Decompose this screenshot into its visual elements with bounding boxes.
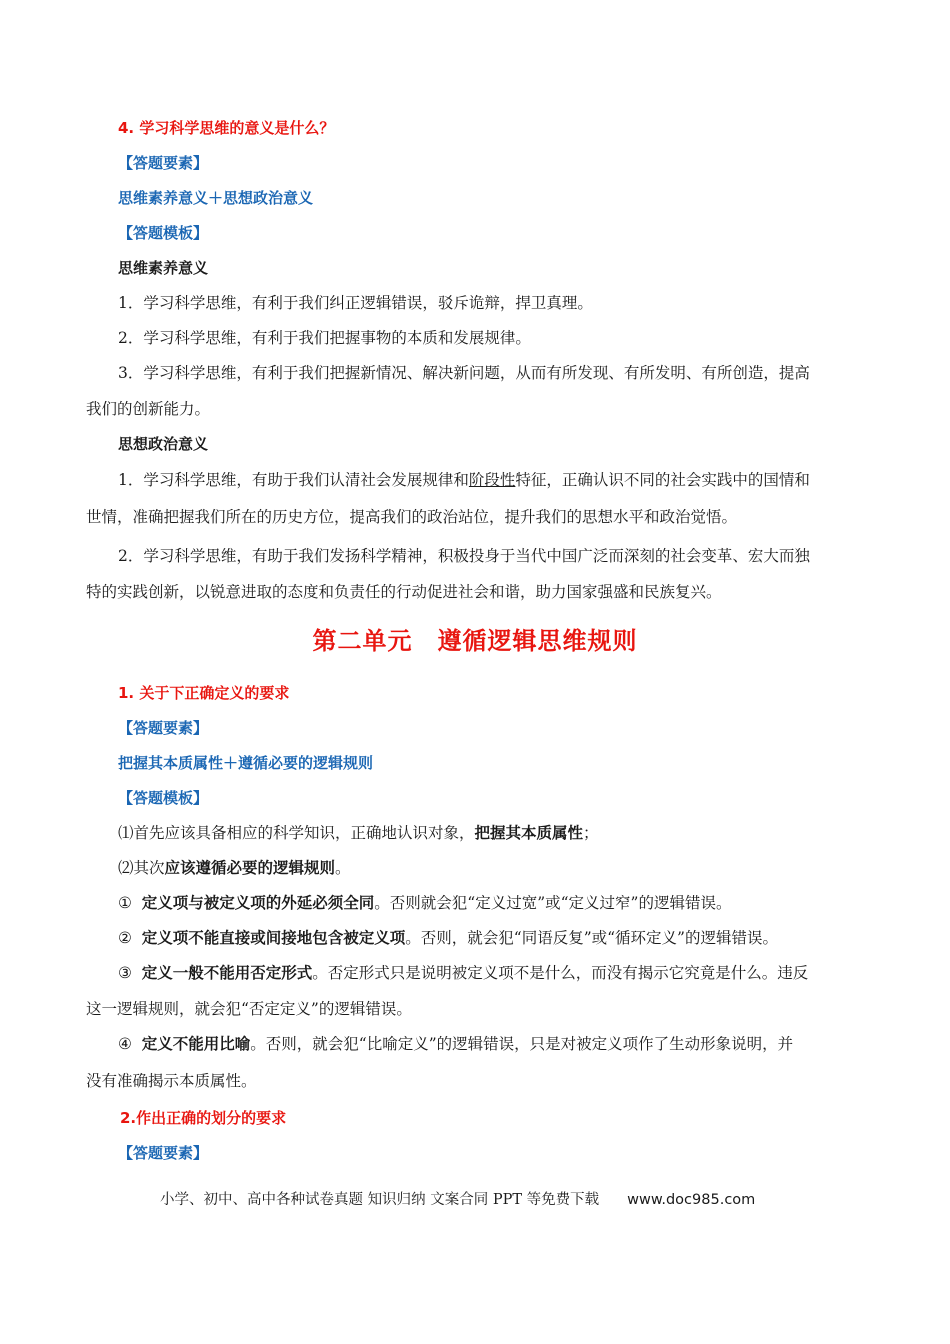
question-4-title: 4. 学习科学思维的意义是什么？ (118, 119, 335, 137)
text: 。否定形式只是说明被定义项不是什么，而没有揭示它究竟是什么。违反 (312, 964, 809, 982)
answer-elements-label: 【答题要素】 (118, 1144, 209, 1162)
paragraph-continued: 世情，准确把握我们所在的历史方位，提高我们的政治站位，提升我们的思想水平和政治觉悟。 (86, 508, 738, 526)
paragraph: 1．学习科学思维，有利于我们纠正逻辑错误，驳斥诡辩，捍卫真理。 (118, 294, 593, 312)
bold-text: 应该遵循必要的逻辑规则 (164, 858, 336, 877)
paragraph-continued: 特的实践创新，以锐意进取的态度和负责任的行动促进社会和谐，助力国家强盛和民族复兴。 (86, 583, 722, 601)
paragraph: 3．学习科学思维，有利于我们把握新情况、解决新问题，从而有所发现、有所发明、有所创造，提高 (118, 364, 810, 382)
answer-elements-label: 【答题要素】 (118, 154, 209, 172)
answer-elements: 把握其本质属性＋遵循必要的逻辑规则 (118, 754, 374, 772)
bold-text: 定义不能用比喻 (141, 1034, 251, 1053)
subheading-political: 思想政治意义 (118, 435, 209, 453)
footer-site-link[interactable]: www.doc985.com (627, 1192, 756, 1208)
text: ⑴首先应该具备相应的科学知识，正确地认识对象， (118, 824, 475, 842)
answer-template-label: 【答题模板】 (118, 789, 209, 807)
question-u2-1-title: 1. 关于下正确定义的要求 (118, 684, 290, 702)
paragraph: 2．学习科学思维，有助于我们发扬科学精神，积极投身于当代中国广泛而深刻的社会变革、宏大而独 (118, 547, 810, 565)
paragraph-continued: 我们的创新能力。 (86, 400, 211, 418)
text: 。否则，就会犯“比喻定义”的逻辑错误，只是对被定义项作了生动形象说明，并 (250, 1035, 794, 1053)
rule-item (118, 1033, 868, 1055)
page-footer (160, 1190, 755, 1210)
subheading-thinking: 思维素养意义 (118, 259, 209, 277)
text: 。否则就会犯“定义过宽”或“定义过窄”的逻辑错误。 (374, 894, 732, 912)
text: 。 (335, 859, 351, 877)
text: 特征，正确认识不同的社会实践中的国情和 (515, 471, 810, 489)
answer-template-label: 【答题模板】 (118, 224, 209, 242)
paragraph (118, 857, 868, 879)
rule-item (118, 892, 868, 914)
bold-text: 定义项不能直接或间接地包含被定义项 (141, 928, 406, 947)
rule-item (118, 962, 868, 984)
rule-number: ① (118, 894, 132, 912)
text: ； (583, 824, 599, 842)
bold-text: 把握其本质属性 (474, 823, 584, 842)
rule-item-continued: 这一逻辑规则，就会犯“否定定义”的逻辑错误。 (86, 1000, 412, 1018)
rule-number: ② (118, 929, 132, 947)
paragraph: 2．学习科学思维，有利于我们把握事物的本质和发展规律。 (118, 329, 531, 347)
unit-title: 第二单元 遵循逻辑思维规则 (312, 627, 638, 655)
text: 1．学习科学思维，有助于我们认清社会发展规律和 (118, 471, 469, 489)
answer-elements-label: 【答题要素】 (118, 719, 209, 737)
rule-number: ③ (118, 964, 132, 982)
rule-item-continued: 没有准确揭示本质属性。 (86, 1072, 257, 1090)
paragraph (118, 822, 868, 844)
bold-text: 定义一般不能用否定形式 (141, 963, 313, 982)
underlined-term: 阶段性 (468, 471, 516, 489)
question-u2-2-title: 2.作出正确的划分的要求 (120, 1109, 287, 1127)
rule-number: ④ (118, 1035, 132, 1053)
rule-item (118, 927, 868, 949)
answer-elements: 思维素养意义＋思想政治意义 (118, 189, 314, 207)
text: ⑵其次 (118, 859, 165, 877)
text: 。否则，就会犯“同语反复”或“循环定义”的逻辑错误。 (405, 929, 778, 947)
bold-text: 定义项与被定义项的外延必须全同 (141, 893, 375, 912)
paragraph (118, 469, 868, 491)
footer-text: 小学、初中、高中各种试卷真题 知识归纳 文案合同 PPT 等免费下载 (160, 1192, 600, 1208)
